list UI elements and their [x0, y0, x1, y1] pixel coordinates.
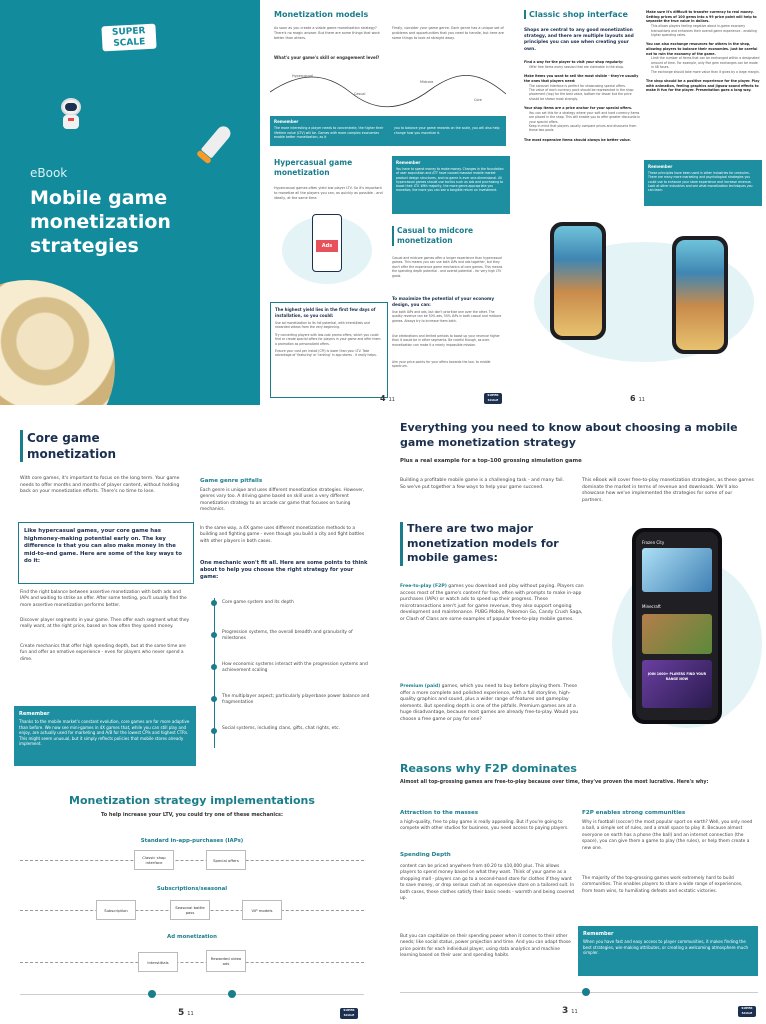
p5-para-3: Create mechanics that offer high spending depth, but at the same time are fun and offer an emotive experience - even for players who never spend a dime. — [20, 644, 186, 662]
p6-phone-right — [672, 236, 728, 354]
p5-dot-right — [228, 990, 236, 998]
p4-intro-right: Firstly, consider your game genre. Each genre has a unique set of problems and opportunities that you need to handle, but here are some things to look at straight away. — [392, 26, 504, 40]
p4-title: Monetization models — [274, 10, 369, 19]
p3-logo: SUPER SCALE — [738, 1006, 756, 1017]
p4-logo: SUPER SCALE — [484, 393, 502, 404]
p3-f2p-label: Free-to-play (F2P) — [400, 584, 447, 589]
p5-logo: SUPER SCALE — [340, 1008, 358, 1019]
p5-intro: With core games, it's important to focus on the long term. Your game needs to offer months and months of player content, without holding back on your monetization efforts. There's no time to lose. — [20, 476, 180, 495]
impl-group-subscriptions: Subscriptions/seasonal Subscription Seasonal battle pass VIP models — [20, 886, 364, 930]
p5-lead-box: Like hypercasual games, your core game has highmoney-making potential early on. The key difference is that you can also make money in the mid-to-end game. Here are some of the key ways to do it: — [18, 522, 194, 584]
p4-hyper-text: Hypercasual games often yield low player LTV. So it's important to monetize all the players you can, as quickly as possible - and ideally, at the same time. — [274, 186, 383, 200]
p6-remember-box: Remember These principles have been used in other industries for centuries. There are many more marketing and psychological strategies you could use to enhance your store experience and increase revenue. Look at other industries and see what monetization techniques you can learn. — [644, 160, 762, 206]
p3-spending-text2: But you can capitalize on their spending power when it comes to their other needs; like social status, power projection and time. And you can adapt those price points for each individual player, using data analytics and machine learning based on their user and spending habits. — [400, 934, 571, 959]
cover-title: Mobile game monetization strategies — [30, 187, 171, 257]
page-3 — [386, 410, 766, 1024]
engagement-scale-chart — [270, 62, 506, 110]
page-5 — [0, 410, 384, 1024]
p5-title: Core game monetization — [20, 430, 130, 462]
p3-spending-title: Spending Depth — [400, 852, 451, 858]
p5-pitfalls-p2: In the same way, a 4X game uses different monetization methods to a building and fighting game - even though you build a city and fight battles with other players in both cases. — [200, 526, 365, 544]
p5-impl-sub: To help increase your LTV, you could try one of these mechanics: — [100, 812, 284, 818]
impl-group-ads: Ad monetization Interstitials Rewarded video ads — [20, 934, 364, 984]
p6-lead: Shops are central to any good monetization strategy, and there are multiple layouts and principles you can use when creating your own. — [524, 28, 634, 52]
cover-page — [0, 0, 260, 405]
p3-remember-box: Remember When you have fast and easy access to player communities, it makes finding the best strategies, win-making attributes, or creating a welcoming atmosphere much simpler. — [578, 926, 758, 976]
scale-label-casual: Casual — [354, 92, 366, 96]
p3-spending-text: content can be priced anywhere from $0.20 to $10,000 plus. This allows players to spend money based on what they want. Think of your game as a shopping mall - players can go to a second-hand store for clothes if they want to save money, or drop serious cash at an expensive store on a tailored suit. In both cases, these clothes satisfy their basic needs - warmth and being covered up. — [400, 864, 575, 902]
p4-maximize-item-3: Aim your price points for your offers towards the low- to middle spectrum. — [392, 360, 491, 369]
p4-casual-title: Casual to midcore monetization — [392, 226, 510, 246]
p3-subtitle: Plus a real example for a top-100 grossing simulation game — [400, 458, 582, 464]
planet-illustration — [0, 280, 115, 405]
p6-title: Classic shop interface — [524, 10, 628, 19]
ads-phone-illustration: Ads — [282, 210, 372, 290]
page-4 — [262, 0, 514, 405]
p4-maximize-item-2: Use celebrations and limited periods to boost up your revenue higher than it would be in other segments. Be careful though, as over-monetization can make it a nearly impossible mission. — [392, 334, 500, 347]
p3-communities-title: F2P enables strong communities — [582, 810, 686, 816]
p5-dot-left — [148, 990, 156, 998]
p6-phones-illustration — [524, 222, 764, 382]
p3-bottom-line — [400, 992, 758, 993]
p3-f2p-paragraph: Free-to-play (F2P) games you download and play without paying. Players can access most of the game's content for free, often with prompts to make in-app purchases (IAPs) or watch ads to speed up their progress. These microtransactions aren't just for game revenue, they also support ongoing development and maintenance. PUBG Mobile, Pokemon Go, Candy Crush Saga, or Clash of Clans are some examples of popular free-to-play mobile games. — [400, 584, 584, 622]
p3-premium-label: Premium (paid) — [400, 684, 441, 689]
p3-communities-text: Why is football (soccer) the most popular sport on earth? Well, you only need a ball, a simple set of rules, and a small space to play it. Because almost everyone on earth has a phone (the ball) and an internet connection (the space), you can give them a game to play (the rules), or help them create a new one. — [582, 820, 753, 851]
p5-pitfalls-title: Game genre pitfalls — [200, 478, 263, 484]
p5-para-2: Discover player segments in your game. Then offer each segment what they really want, at the right price, based on how often they spend money. — [20, 618, 190, 630]
p4-hyper-remember: Remember You have to spend money to make money. Changes in the foundation of user acquisition and ATT have caused massive mobile market product design structures, and no game is ever one-dimensional. All hypercasual games should use tactics such as ads and purchasing to boost their LTV. With majority, the more genre-appropriate you monetize, the more you can see a tangible return on investment. — [392, 156, 510, 214]
p4-casual-text: Casual and midcore games offer a longer experience than hypercasual games. This means you can use both IAPs and ads together, but they don't offer the experience game mechanics of core games. This means the spending depth potential - and overall potential - for very high LTV goals. — [392, 256, 503, 278]
p3-dot — [582, 988, 590, 996]
p6-col1: Find a way for the player to visit your shop regularly: Offer free items every session that are claimable in the shop. Make items you want to sell the most visible - they're usually the ones that players need: The carousel interface is perfect for showcasing special offers. The value of each currency pack should be represented in the shop placement (top) for the best value, bottom for lesser but the price should be shown most strongly. Your shop items are a price anchor for your special offers. You can set this for a strategy where your soft and hard currency items are placed in the shop. This will enable you to offer greater discounts in your special offers. Keep in mind that players usually compare prices and discounts from these two pools. The most expensive items should always be better value. — [524, 60, 641, 142]
scale-label-midcore: Midcore — [420, 80, 434, 84]
p3-attraction-title: Attraction to the masses — [400, 810, 479, 816]
p5-lead2: One mechanic won't fit all. Here are some points to think about to help you choose the right strategy for your game: — [200, 560, 368, 581]
p6-col2: Make sure it's difficult to transfer currency to real money. Setting prices of 100 gems into a 99 price point will help to separate the true value in dollars. This allows players feeling negative about in-game economy transactions and enhances their overall game experience - enabling higher spending rates. You can also exchange resources for others in the shop, allowing players to balance their economies. Just be careful not to ruin the economy of the game. Limit the number of items that can be exchanged within a designated amount of time. For example, only five gem exchanges can be made in 48 hours. The exchange should take more value than it gives by a large margin. The shop should be a positive experience for the player. Play with animation, feeling graphics and jigsaw sound effects to make it fun for the player. Presentation goes a long way. — [646, 10, 760, 93]
p4-question: What's your game's skill or engagement level? — [274, 55, 380, 60]
p5-remember-box: Remember Thanks to the mobile market's constant evolution, core games are far more adaptive than before. We now see mini-games in 4X games that, while you can still play and enjoy, are actually used for marketing and A/B for the lowest CPIs and highest CTRs. This might seem unusual, but it simply reflects policies that mobile stores already implement. — [14, 706, 196, 766]
astronaut-illustration — [58, 98, 84, 132]
p4-page-number: 4 11 — [380, 394, 395, 403]
p3-page-number: 3 11 — [562, 1006, 578, 1016]
p4-remember-box: Remember The more interesting a player needs to concentrate, the higher their lifetime value (LTV) will be. Games with more complex economies enable better monetization, as it you to balance your game rewards on the scale, you will also help change how you monetize it. — [270, 116, 506, 146]
p4-hyper-title: Hypercasual game monetization — [274, 158, 353, 177]
p3-attraction-text: a high-quality, free to play game is really appealing. But if you're going to compete with other studios for business, you need access to paying players. — [400, 820, 569, 832]
p3-premium-paragraph: Premium (paid) games, which you need to buy before playing them. These offer a more complete and polished experience, with a full storyline, high-quality graphics and sound, plus a wider range of features and gameplay elements. But spending depth is one of the pitfalls. Premium games are at a huge disadvantage, because most games are already free-to-play. Would you choose a free game or pay for one? — [400, 684, 579, 722]
p6-page-number: 6 11 — [630, 394, 645, 403]
p4-first-days-box: The highest yield lies in the first few days of installation, so you could: Use ad monetization to its full potential, with interstitials and rewarded videos from the very beginning. Try converting players with low-cost promo offers, which you could find or create special offers for players in your game and offer them a promotion as personalized offers. Ensure your cost per install (CPI) is lower than your LTV. Take advantage of 'featuring' or 'ranking' in app stores - it really helps. — [270, 302, 388, 398]
p4-maximize-item-1: Use both IAPs and ads, but don't prioritize one over the other. The quality revenue can be 50% ads, 50% IAPs in both casual and midcore games. Always try to increase them both. — [392, 310, 502, 323]
p3-two-models-title: There are two major monetization models for mobile games: — [400, 522, 580, 566]
p5-para-1: Find the right balance between assertive monetization with both ads and IAPs and waiting to strike an offer. After some testing, you'll usually find the more assertive monetization performs better. — [20, 590, 187, 608]
p3-phone-illustration — [592, 528, 762, 758]
p5-impl-title: Monetization strategy implementations — [69, 794, 315, 807]
p4-intro-left: As soon as you create a viable game monetization strategy? There's no magic answer. But there are some things that work better than others. — [274, 26, 380, 40]
page-6 — [516, 0, 766, 405]
p6-phone-left — [550, 222, 606, 340]
p3-phone: Frozen City Minecraft JOIN 1000+ PLAYERS FIND YOUR RANGE NOW — [632, 528, 722, 724]
p3-reasons-sub: Almost all top-grossing games are free-to-play because over time, they've proven the most lucrative. Here's why: — [400, 780, 709, 785]
scale-label-hypercasual: Hypercasual — [292, 74, 313, 78]
scale-label-core: Core — [474, 98, 482, 102]
p4-maximize-title: To maximize the potential of your economy design, you can: — [392, 296, 495, 307]
impl-group-iap: Standard in-app-purchases (IAPs) Classic shop interface Special offers — [20, 838, 364, 882]
rocket-illustration — [192, 118, 242, 168]
p3-intro-left: Building a profitable mobile game is a challenging task - and many fail. So we've put together a few ways to help your game succeed. — [400, 478, 565, 490]
p5-bottom-line — [20, 994, 364, 995]
cover-ebook-label: eBook — [30, 166, 68, 180]
p3-communities-text2: The majority of the top-grossing games work extremely hard to build communities. This enables players to share a wide range of experiences, from team wins, to humiliating defeats and ecstatic victories. — [582, 876, 743, 894]
p5-points-list: Core game system and its depth Progression systems, the overall breadth and granularity of milestones How economic systems interact with the progression systems and achievement scaling The multiplayer aspect; particularly playerbase power balance and fragmentation Social systems, including clans, gifts, chat rights, etc. — [200, 596, 372, 756]
p3-title: Everything you need to know about choosing a mobile game monetization strategy — [400, 421, 738, 449]
p5-pitfalls-p1: Each genre is unique and uses different monetization strategies. However, genres vary too. A driving game based on skill uses a very different monetization strategy to an arcade car game that focuses on tuning mechanics. — [200, 488, 365, 513]
p3-reasons-title: Reasons why F2P dominates — [400, 762, 577, 775]
p5-page-number: 5 11 — [178, 1008, 194, 1018]
p3-intro-right: This eBook will cover free-to-play monetization strategies, as these games dominate the market in terms of revenue and downloads. We'll also showcase how we've implemented the strategies for some of our partners. — [582, 478, 754, 503]
cover-logo: SUPER SCALE — [101, 24, 156, 52]
